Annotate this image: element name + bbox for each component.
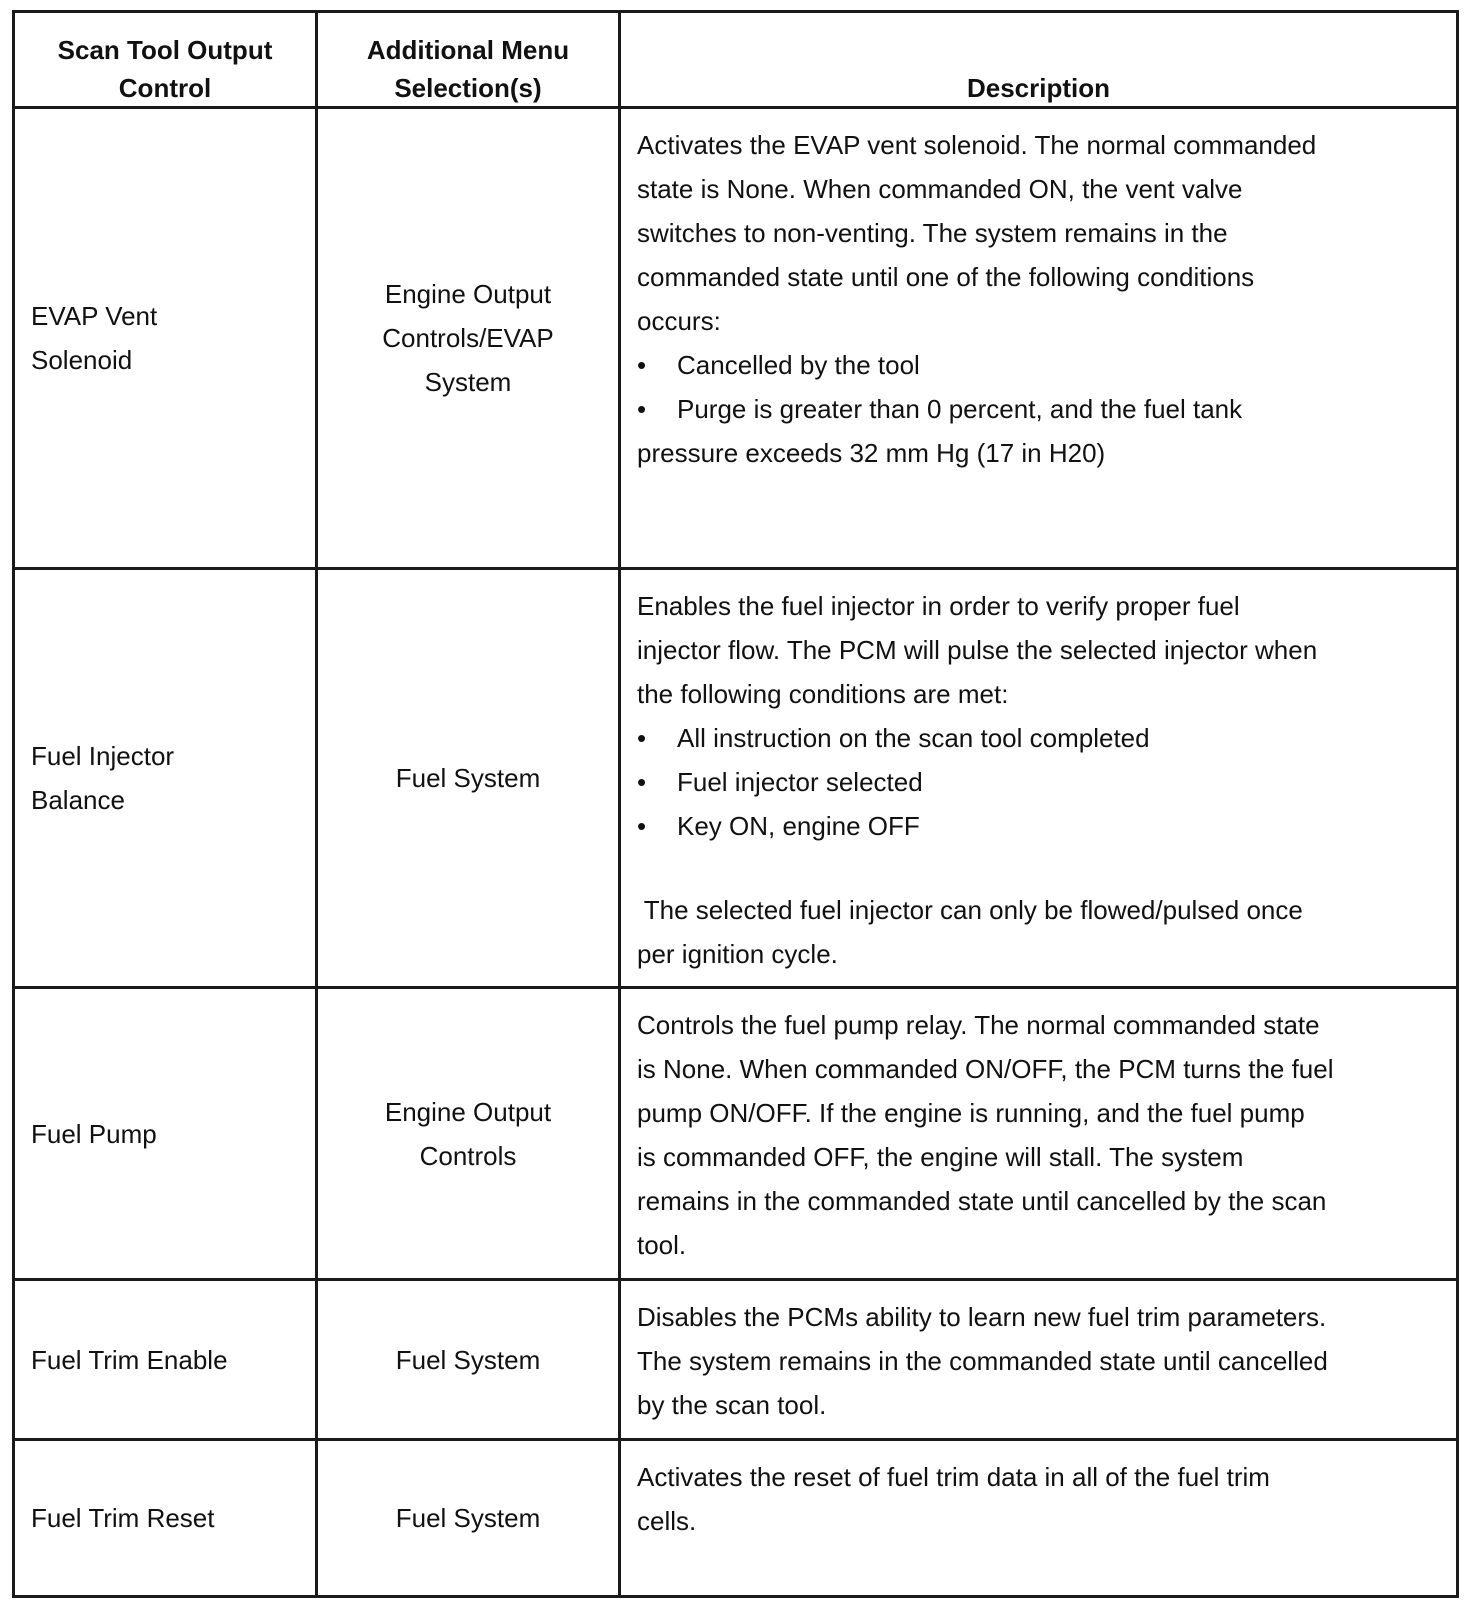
- bullet-dot: •: [637, 723, 647, 753]
- description: Activates the EVAP vent solenoid. The normal commanded state is None. When commanded ON, the vent valve switches to non-venting. The system remains in the commanded state until one of the following conditions occurs: • Cancelled by the tool • Purge is greater than 0 percent, and the fuel tank pressure exceeds 32 mm Hg (17 in H20): [621, 109, 1456, 567]
- bullet-item: • Key ON, engine OFF: [637, 804, 1416, 848]
- bullet-item: • Cancelled by the tool: [637, 343, 1416, 387]
- menu-selection: Engine Output Controls: [318, 989, 621, 1278]
- bullet-dot: •: [637, 394, 647, 424]
- control-name: Fuel Injector Balance: [15, 570, 318, 986]
- description: Controls the fuel pump relay. The normal commanded state is None. When commanded ON/OFF, the PCM turns the fuel pump ON/OFF. If the engine is running, and the fuel pump is commanded OFF, the engine will stall. The system remains in the commanded state until cancelled by the scan tool.: [637, 1010, 1334, 1260]
- description: Enables the fuel injector in order to verify proper fuel injector flow. The PCM will pulse the selected injector when the following conditions are met: • All instruction on the scan tool completed • Fuel injector selected • Key ON, engine OFF The selected fuel injector can only be flowed/pulsed once per ignition cycle.: [621, 570, 1456, 986]
- menu-selection: Fuel System: [318, 570, 621, 986]
- header-additional-menu-selections: Additional Menu Selection(s): [318, 13, 621, 106]
- header-description: Description: [966, 73, 1111, 103]
- menu-selection: Fuel System: [318, 1281, 621, 1438]
- bullet-dot: •: [637, 350, 647, 380]
- control-name: EVAP Vent Solenoid: [15, 109, 318, 567]
- table-row: [15, 570, 1456, 989]
- description: Activates the reset of fuel trim data in all of the fuel trim cells.: [637, 1462, 1270, 1536]
- bullet-dot: •: [637, 811, 647, 841]
- bullet-dot: •: [637, 767, 647, 797]
- table-row: [15, 1441, 1456, 1595]
- control-name: Fuel Trim Enable: [15, 1281, 318, 1438]
- header-scan-tool-output-control: Scan Tool Output Control: [15, 13, 318, 106]
- table-header-row: [15, 13, 1456, 109]
- output-controls-table: [12, 10, 1459, 1598]
- bullet-item: • Fuel injector selected: [637, 760, 1416, 804]
- table-row: [15, 109, 1456, 570]
- bullet-item: • Purge is greater than 0 percent, and the fuel tank: [637, 387, 1416, 431]
- control-name: Fuel Pump: [15, 989, 318, 1278]
- control-name: Fuel Trim Reset: [15, 1441, 318, 1595]
- description: Disables the PCMs ability to learn new fuel trim parameters. The system remains in the commanded state until cancelled by the scan tool.: [637, 1302, 1328, 1420]
- menu-selection: Engine Output Controls/EVAP System: [318, 109, 621, 567]
- table-row: [15, 1281, 1456, 1441]
- menu-selection: Fuel System: [318, 1441, 621, 1595]
- table-row: [15, 989, 1456, 1281]
- bullet-item: • All instruction on the scan tool completed: [637, 716, 1416, 760]
